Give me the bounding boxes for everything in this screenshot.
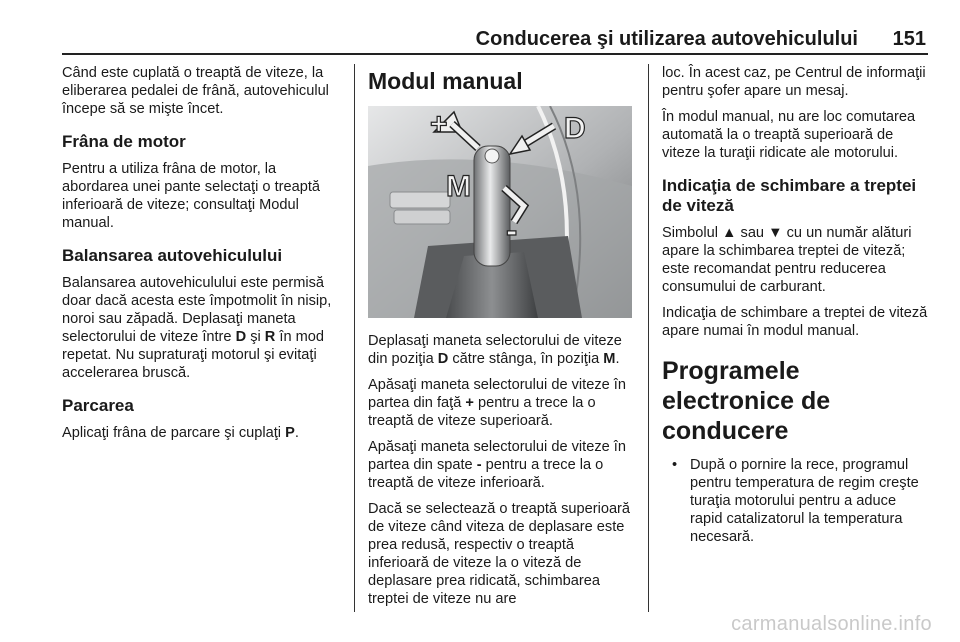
continuation-paragraph: loc. În acest caz, pe Centrul de informaţii pentru şofer apare un mesaj. — [662, 65, 926, 99]
shift-indicator-heading: Indicaţia de schimbare a treptei de viteză — [662, 176, 917, 215]
manual-mode-p2: Apăsaţi maneta selectorului de viteze în partea din faţă + pentru a trece la o treaptă de viteze superioară. — [368, 377, 626, 429]
no-auto-upshift-paragraph: În modul manual, nu are loc comutarea automată la o treaptă superioară de viteze la turaţii ridicate ale motorului. — [662, 109, 916, 161]
engine-brake-text: Pentru a utiliza frâna de motor, la abordarea unei pante selectaţi o treaptă inferioară de viteze; consultaţi Modul manual. — [62, 161, 321, 231]
minus-label: - — [506, 212, 518, 250]
column-divider — [354, 64, 355, 612]
column-left — [62, 64, 344, 450]
watermark: carmanualsonline.info — [731, 613, 932, 635]
header-rule — [62, 53, 928, 55]
manual-mode-p3: Apăsaţi maneta selectorului de viteze în partea din spate - pentru a trece la o treaptă de viteze inferioară. — [368, 439, 626, 491]
page-header — [62, 26, 928, 56]
driving-programs-heading: Programele electronice de conducere — [662, 357, 831, 445]
m-label: M — [446, 170, 471, 203]
manual-mode-p1: Deplasaţi maneta selectorului de viteze din poziţia D către stânga, în poziţia M. — [368, 333, 622, 367]
manual-mode-heading: Modul manual — [368, 68, 523, 94]
parking-text: Aplicaţi frâna de parcare şi cuplaţi P. — [62, 425, 299, 441]
parking-heading: Parcarea — [62, 396, 134, 415]
intro-paragraph: Când este cuplată o treaptă de viteze, la eliberarea pedalei de frână, autovehiculul începe să se mişte încet. — [62, 65, 329, 117]
gear-selector-illustration — [368, 106, 632, 318]
column-right — [662, 64, 928, 554]
rocking-heading: Balansarea autovehiculului — [62, 246, 283, 265]
gear-lever-drawing — [368, 106, 632, 318]
header-title: Conducerea şi utilizarea autovehiculului — [475, 28, 858, 50]
shift-indicator-p1: Simbolul ▲ sau ▼ cu un număr alături apare la schimbarea treptei de viteză; este recomandat pentru reducerea consumului de carburant. — [662, 225, 912, 295]
engine-brake-heading: Frâna de motor — [62, 132, 186, 151]
plus-label: + — [430, 108, 448, 141]
list-item: • După o pornire la rece, programul pentru temperatura de regim creşte turaţia motorului pentru a aduce rapid catalizatorul la temperatura necesară. — [662, 456, 928, 546]
rocking-text: Balansarea autovehiculului este permisă doar dacă acesta este împotmolit în nisip, noroi sau zăpadă. Deplasaţi maneta selectorului de viteze între D şi R în mod repetat. Nu supraturaţi motorul şi evitaţi accelerarea bruscă. — [62, 275, 332, 381]
page-number: 151 — [892, 28, 926, 50]
manual-mode-p4: Dacă se selectează o treaptă superioară de viteze când viteza de deplasare este prea redusă, respectiv o treaptă inferioară de viteze la o viteză de deplasare prea ridicată, schimbarea treptei de viteze nu are — [368, 501, 631, 607]
shift-indicator-p2: Indicaţia de schimbare a treptei de viteză apare numai în modul manual. — [662, 305, 928, 339]
driving-programs-list — [662, 456, 928, 546]
column-middle — [368, 64, 634, 616]
d-label: D — [564, 112, 586, 145]
column-divider — [648, 64, 649, 612]
